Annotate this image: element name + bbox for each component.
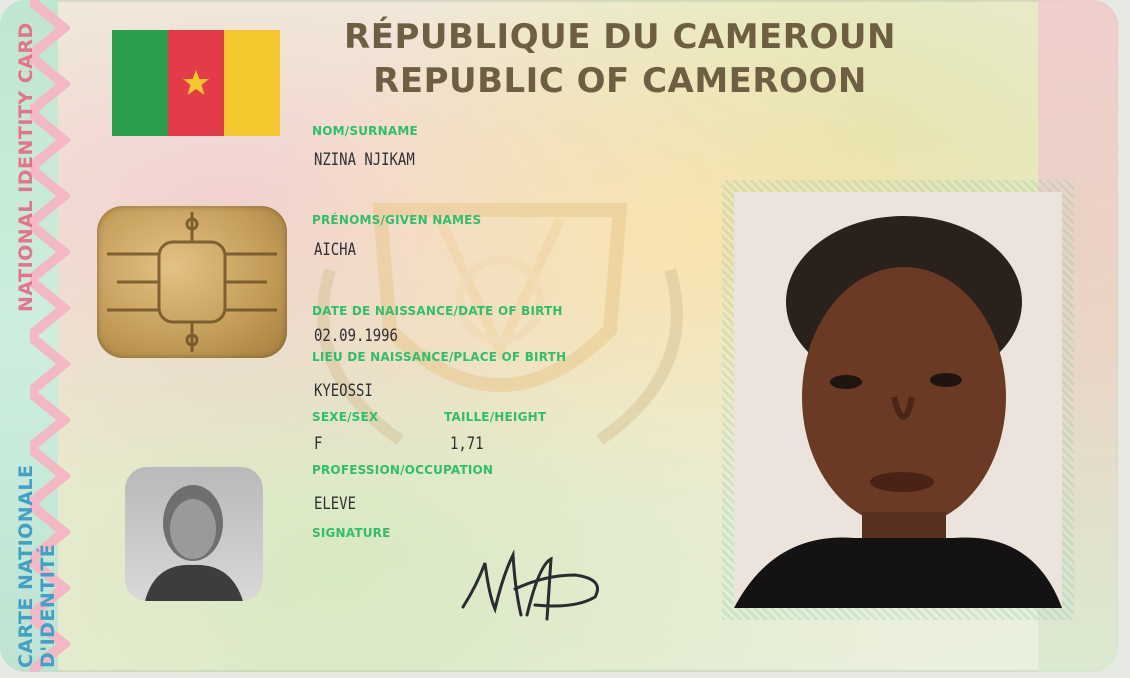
surname-label: NOM/SURNAME [312,124,418,138]
flag-yellow-stripe [224,30,280,136]
side-text-french: CARTE NATIONALE D'IDENTITÉ [15,464,59,668]
header-french: RÉPUBLIQUE DU CAMEROUN [344,17,896,57]
cameroon-flag [112,30,280,136]
dob-label: DATE DE NAISSANCE/DATE OF BIRTH [312,304,563,318]
pob-value: KYEOSSI [314,381,373,401]
side-text-english: NATIONAL IDENTITY CARD [15,22,37,312]
given-names-label: PRÉNOMS/GIVEN NAMES [312,213,482,227]
surname-value: NZINA NJIKAM [314,150,415,170]
ghost-photo [125,467,263,601]
height-value: 1,71 [450,434,484,454]
sex-label: SEXE/SEX [312,410,379,424]
dob-value: 02.09.1996 [314,326,398,346]
given-names-value: AICHA [314,240,356,260]
holder-photo [734,192,1062,608]
header-english: REPUBLIC OF CAMEROON [373,61,867,101]
flag-red-stripe [168,30,224,136]
occupation-label: PROFESSION/OCCUPATION [312,463,494,477]
card-header [300,15,940,103]
star-icon [181,68,211,98]
sex-value: F [314,434,323,454]
signature-label: SIGNATURE [312,526,391,540]
height-label: TAILLE/HEIGHT [444,410,547,424]
signature-icon [455,545,615,625]
chip-icon [97,206,287,358]
occupation-value: ELEVE [314,494,356,514]
pob-label: LIEU DE NAISSANCE/PLACE OF BIRTH [312,350,567,364]
flag-green-stripe [112,30,168,136]
